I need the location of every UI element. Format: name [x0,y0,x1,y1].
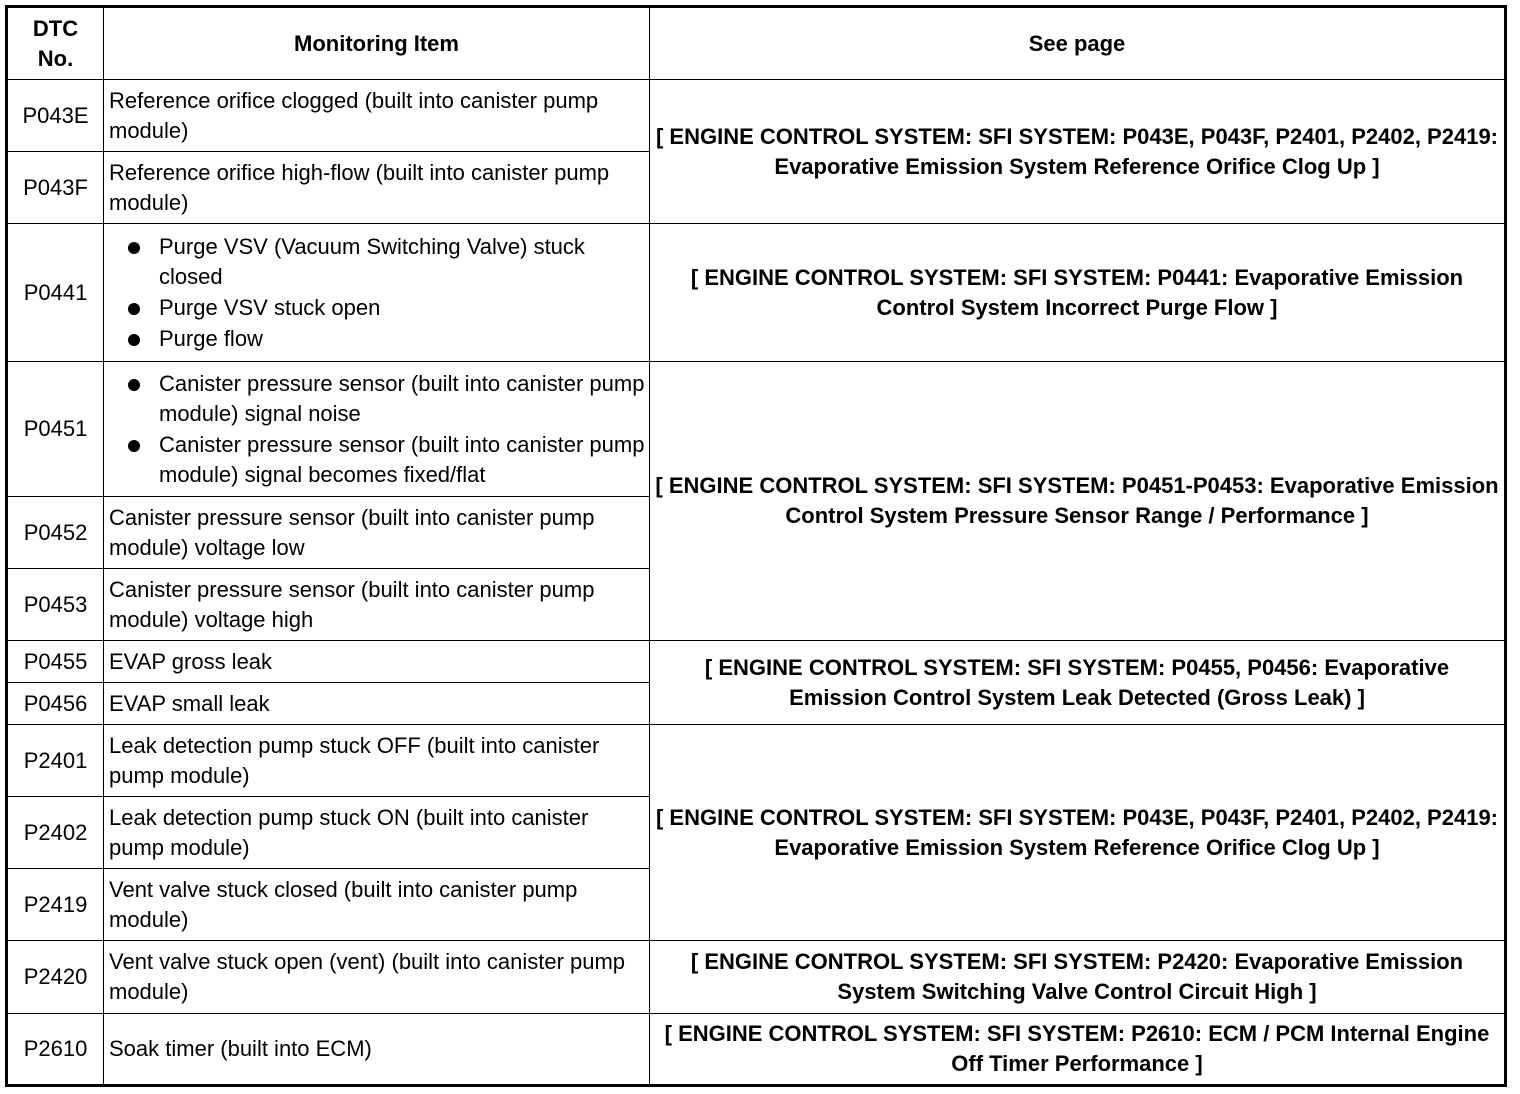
header-row [7,7,1506,80]
see-page-link[interactable]: [ ENGINE CONTROL SYSTEM: SFI SYSTEM: P043E, P043F, P2401, P2402, P2419: Evaporative Emission System Reference Orifice Clog Up ] [650,725,1506,941]
monitoring-item: EVAP gross leak [104,641,650,683]
dtc-code: P043E [7,80,104,152]
header-dtc-no: DTC No. [7,7,104,80]
dtc-code: P2401 [7,725,104,797]
dtc-code: P0456 [7,683,104,725]
dtc-table [5,5,1507,1087]
table-row [7,941,1506,1014]
monitoring-item: Canister pressure sensor (built into canister pump module) voltage low [104,497,650,569]
dtc-code: P0455 [7,641,104,683]
monitoring-item: Vent valve stuck closed (built into canister pump module) [104,869,650,941]
monitoring-item: Vent valve stuck open (vent) (built into canister pump module) [104,941,650,1014]
header-monitoring-item: Monitoring Item [104,7,650,80]
dtc-code: P2420 [7,941,104,1014]
see-page-link[interactable]: [ ENGINE CONTROL SYSTEM: SFI SYSTEM: P0451-P0453: Evaporative Emission Control System Pressure Sensor Range / Performance ] [650,362,1506,641]
dtc-code: P2610 [7,1014,104,1086]
table-row [7,725,1506,797]
dtc-code: P043F [7,152,104,224]
monitoring-item: Reference orifice high-flow (built into canister pump module) [104,152,650,224]
monitoring-item: Leak detection pump stuck OFF (built into canister pump module) [104,725,650,797]
bullet-item: Purge VSV (Vacuum Switching Valve) stuck closed [159,232,647,292]
table-row [7,1014,1506,1086]
monitoring-item: EVAP small leak [104,683,650,725]
table-row [7,641,1506,683]
see-page-link[interactable]: [ ENGINE CONTROL SYSTEM: SFI SYSTEM: P0441: Evaporative Emission Control System Incorrect Purge Flow ] [650,224,1506,362]
see-page-link[interactable]: [ ENGINE CONTROL SYSTEM: SFI SYSTEM: P2420: Evaporative Emission System Switching Valve Control Circuit High ] [650,941,1506,1014]
see-page-link[interactable]: [ ENGINE CONTROL SYSTEM: SFI SYSTEM: P043E, P043F, P2401, P2402, P2419: Evaporative Emission System Reference Orifice Clog Up ] [650,80,1506,224]
dtc-code: P0451 [7,362,104,497]
bullet-item: Purge VSV stuck open [159,293,647,323]
see-page-link[interactable]: [ ENGINE CONTROL SYSTEM: SFI SYSTEM: P0455, P0456: Evaporative Emission Control System Leak Detected (Gross Leak) ] [650,641,1506,725]
table-row [7,80,1506,152]
bullet-list [109,369,647,490]
see-page-link[interactable]: [ ENGINE CONTROL SYSTEM: SFI SYSTEM: P2610: ECM / PCM Internal Engine Off Timer Performance ] [650,1014,1506,1086]
bullet-item: Canister pressure sensor (built into canister pump module) signal noise [159,369,647,429]
monitoring-item: Soak timer (built into ECM) [104,1014,650,1086]
dtc-code: P0453 [7,569,104,641]
dtc-code: P0452 [7,497,104,569]
bullet-item: Canister pressure sensor (built into canister pump module) signal becomes fixed/flat [159,430,647,490]
monitoring-item: Leak detection pump stuck ON (built into canister pump module) [104,797,650,869]
header-see-page: See page [650,7,1506,80]
dtc-code: P2419 [7,869,104,941]
monitoring-item: Canister pressure sensor (built into canister pump module) voltage high [104,569,650,641]
table-row [7,224,1506,362]
monitoring-item: Reference orifice clogged (built into canister pump module) [104,80,650,152]
bullet-item: Purge flow [159,324,647,354]
bullet-list [109,232,647,354]
monitoring-item [104,362,650,497]
monitoring-item [104,224,650,362]
table-row [7,362,1506,497]
dtc-code: P2402 [7,797,104,869]
dtc-code: P0441 [7,224,104,362]
